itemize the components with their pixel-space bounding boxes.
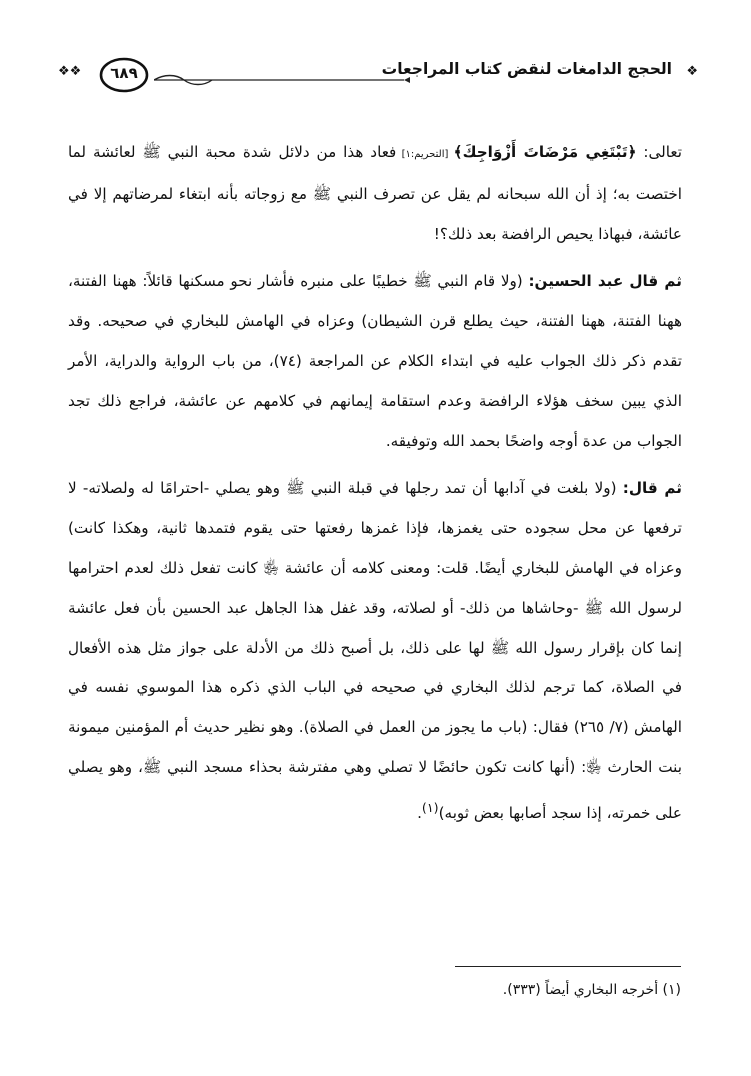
header-decorative-rule	[154, 72, 414, 88]
text-segment: ﴿تَبْتَغِي مَرْضَاتَ أَزْوَاجِكَ﴾	[453, 143, 637, 161]
text-segment: (ولا قام النبي ﷺ خطيبًا على منبره فأشار نحو مسكنها قائلاً: ههنا الفتنة، ههنا الفتنة، ههنا الفتنة، حيث يطلع قرن الشيطان) وعزاه في الهامش للبخاري في صحيحه. وقد تقدم ذكر ذلك الجواب عليه في ابتداء الكلام عن المراجعة (٧٤)، من باب الرواية والدراية، الأمر الذي يبين سخف هؤلاء الرافضة وعدم استقامة إيمانهم في كلامهم عن عائشة، فراجع ذلك تجد الجواب من عدة أوجه واضحًا بحمد الله وتوفيقه.	[68, 272, 682, 450]
page-number: ٦٨٩	[110, 64, 138, 82]
footnote-marker[interactable]: (١)	[421, 799, 439, 815]
text-segment: (ولا بلغت في آدابها أن تمد رجلها في قبلة النبي ﷺ وهو يصلي -احترامًا له ولصلاته- لا ترفعها عن محل سجوده حتى يغمزها، فإذا غمزها رفعتها حتى يقوم فتمدها ثانية، وهكذا كانت) وعزاه في الهامش للبخاري أيضًا. قلت: ومعنى كلامه أن عائشة ﵂ كانت تفعل ذلك لعدم احترامها لرسول الله ﷺ -وحاشاها من ذلك- أو لصلاته، وقد غفل هذا الجاهل عبد الحسين بأن فعل عائشة إنما كان بإقرار رسول الله ﷺ لها على ذلك، بل أصبح ذلك من الأدلة على جواز مثل هذه الأفعال في الصلاة، كما ترجم لذلك البخاري في صحيحه في الباب الذي ذكره هذا الموسوي نفسه في الهامش (٧/ ٢٦٥) فقال: (باب ما يجوز من العمل في الصلاة). وهو نظير حديث أم المؤمنين ميمونة بنت الحارث ﵂: (أنها كانت تكون حائضًا لا تصلي وهي مفترشة بحذاء مسجد النبي ﷺ، وهو يصلي على خمرته، إذا سجد أصابها بعض ثوبه)	[68, 479, 682, 822]
paragraph	[68, 133, 682, 254]
main-text	[68, 133, 682, 834]
text-segment: ثم قال عبد الحسين:	[528, 272, 682, 291]
text-segment: فعاد هذا من دلائل شدة محبة النبي ﷺ لعائشة لما اختصت به؛ إذ أن الله سبحانه لم يقل عن تصرف النبي ﷺ مع زوجاته بأنه ابتغاء لمرضاتهم إلا في عائشة، فبهاذا يحيص الرافضة بعد ذلك؟!	[68, 143, 682, 243]
header-ornament-left-icon: ❖❖	[58, 64, 82, 79]
paragraph	[68, 262, 682, 461]
footnote-item: (١) أخرجه البخاري أيضاً (٣٣٣).	[502, 982, 681, 998]
footnote-divider	[455, 966, 681, 967]
page-number-frame	[98, 56, 150, 94]
text-segment: تعالى:	[636, 143, 682, 161]
text-segment: [التحريم:١]	[396, 149, 454, 160]
header-ornament-right-icon: ❖	[686, 64, 698, 79]
footnotes	[69, 982, 681, 998]
text-segment: ثم قال:	[622, 479, 682, 498]
paragraph	[68, 469, 682, 833]
page-header	[58, 50, 698, 100]
book-title: الحجج الدامغات لنقض كتاب المراجعات	[381, 60, 672, 78]
text-segment: .	[417, 803, 422, 822]
